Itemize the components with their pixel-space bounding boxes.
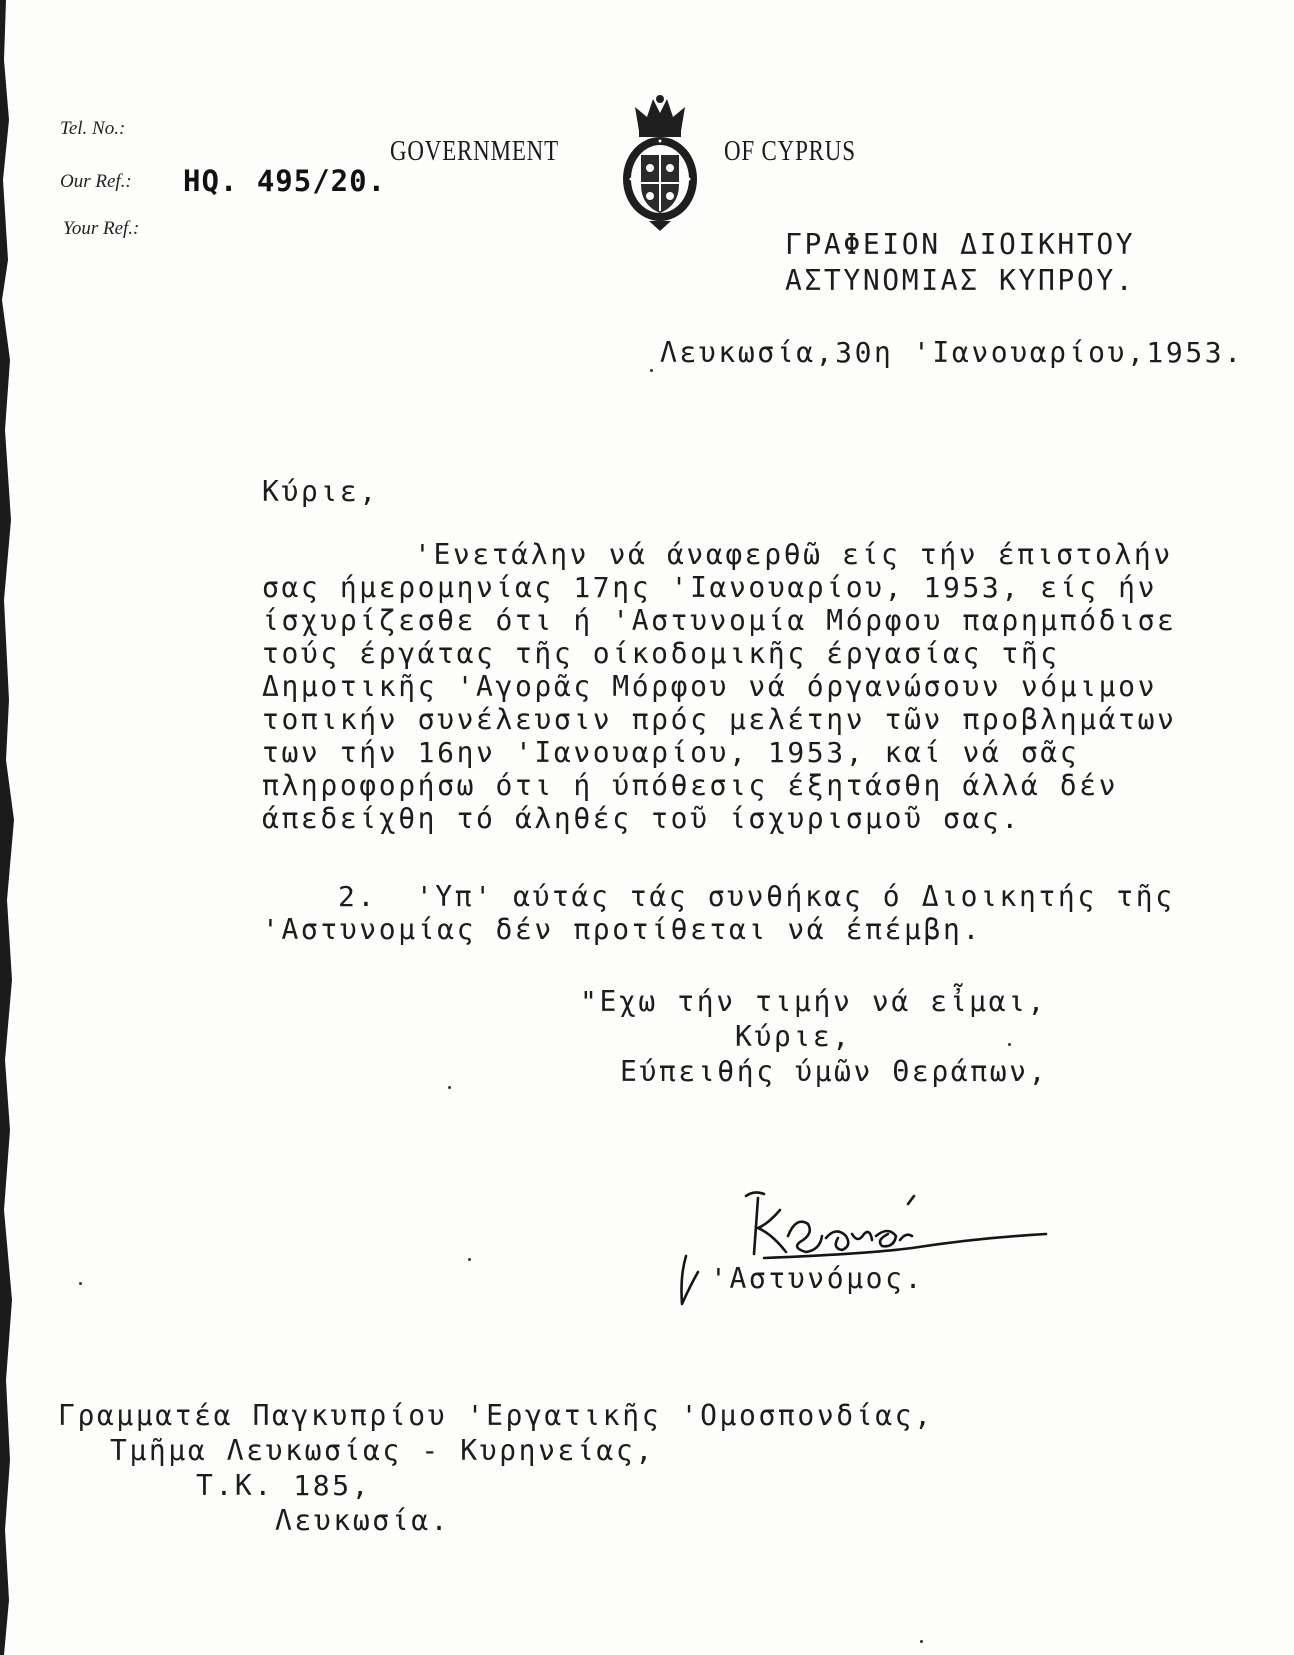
closing-line-2: Κύριε, bbox=[735, 1020, 852, 1053]
torn-paper-edge bbox=[0, 0, 24, 1655]
paragraph-1-line: τούς έργάτας τῆς οίκοδομικῆς έργασίας τῆς bbox=[262, 637, 1060, 670]
office-line-1: ΓΡΑΦΕΙΟΝ ΔΙΟΙΚΗΤΟΥ bbox=[785, 228, 1136, 261]
speck bbox=[920, 1640, 923, 1643]
gov-heading-right: OF CYPRUS bbox=[724, 136, 856, 167]
paragraph-1-line: 'Ενετάλην νά άναφερθῶ είς τήν έπιστολήν bbox=[414, 538, 1173, 571]
speck bbox=[448, 1086, 451, 1089]
handwritten-signature bbox=[676, 1176, 1056, 1316]
closing-line-1: "Εχω τήν τιμήν νά εἶμαι, bbox=[580, 985, 1047, 1018]
paragraph-1-line: άπεδείχθη τό άληθές τοῦ ίσχυρισμοῦ σας. bbox=[262, 802, 1021, 835]
our-ref-label: Our Ref.: bbox=[60, 171, 132, 192]
paragraph-1-line: ίσχυρίζεσθε ότι ή 'Αστυνομία Μόρφου παρημπόδισε bbox=[262, 604, 1177, 637]
paragraph-1-line: σας ήμερομηνίας 17ης 'Ιανουαρίου, 1953, είς ήν bbox=[262, 571, 1158, 604]
addressee-line-4: Λευκωσία. bbox=[275, 1504, 451, 1537]
paragraph-1-line: Δημοτικῆς 'Αγορᾶς Μόρφου νά όργανώσουν νόμιμον bbox=[262, 670, 1158, 703]
royal-crest-icon bbox=[619, 93, 701, 233]
paragraph-2-line: 2. 'Υπ' αύτάς τάς συνθήκας ό Διοικητής τῆς bbox=[338, 880, 1175, 913]
addressee-line-2: Τμῆμα Λευκωσίας - Κυρηνείας, bbox=[110, 1434, 655, 1467]
speck bbox=[468, 1258, 471, 1261]
signature-title: 'Αστυνόμος. bbox=[710, 1262, 925, 1295]
paragraph-2 bbox=[262, 880, 1175, 946]
tel-label: Tel. No.: bbox=[60, 118, 126, 139]
speck bbox=[650, 369, 653, 372]
office-line-2: ΑΣΤΥΝΟΜΙΑΣ ΚΥΠΡΟΥ. bbox=[785, 264, 1136, 297]
your-ref-label: Your Ref.: bbox=[63, 218, 140, 239]
paragraph-1-line: πληροφορήσω ότι ή ύπόθεσις έξητάσθη άλλά δέν bbox=[262, 769, 1119, 802]
addressee-line-3: Τ.Κ. 185, bbox=[196, 1469, 372, 1502]
paragraph-2-line: 'Αστυνομίας δέν προτίθεται νά έπέμβη. bbox=[262, 913, 982, 946]
paragraph-1 bbox=[262, 538, 1177, 835]
speck bbox=[1008, 1043, 1011, 1046]
date-line: Λευκωσία,30η 'Ιανουαρίου,1953. bbox=[660, 336, 1244, 369]
closing-line-3: Εύπειθής ύμῶν Θεράπων, bbox=[620, 1055, 1049, 1088]
salutation: Κύριε, bbox=[262, 475, 379, 508]
speck bbox=[79, 1282, 82, 1285]
gov-heading-left: GOVERNMENT bbox=[390, 136, 559, 167]
paragraph-1-line: των τήν 16ην 'Ιανουαρίου, 1953, καί νά σᾶς bbox=[262, 736, 1080, 769]
paragraph-1-line: τοπικήν συνέλευσιν πρός μελέτην τῶν προβλημάτων bbox=[262, 703, 1177, 736]
addressee-line-1: Γραμματέα Παγκυπρίου 'Εργατικῆς 'Ομοσπονδίας, bbox=[58, 1399, 934, 1432]
our-ref-value: HQ. 495/20. bbox=[183, 164, 387, 198]
